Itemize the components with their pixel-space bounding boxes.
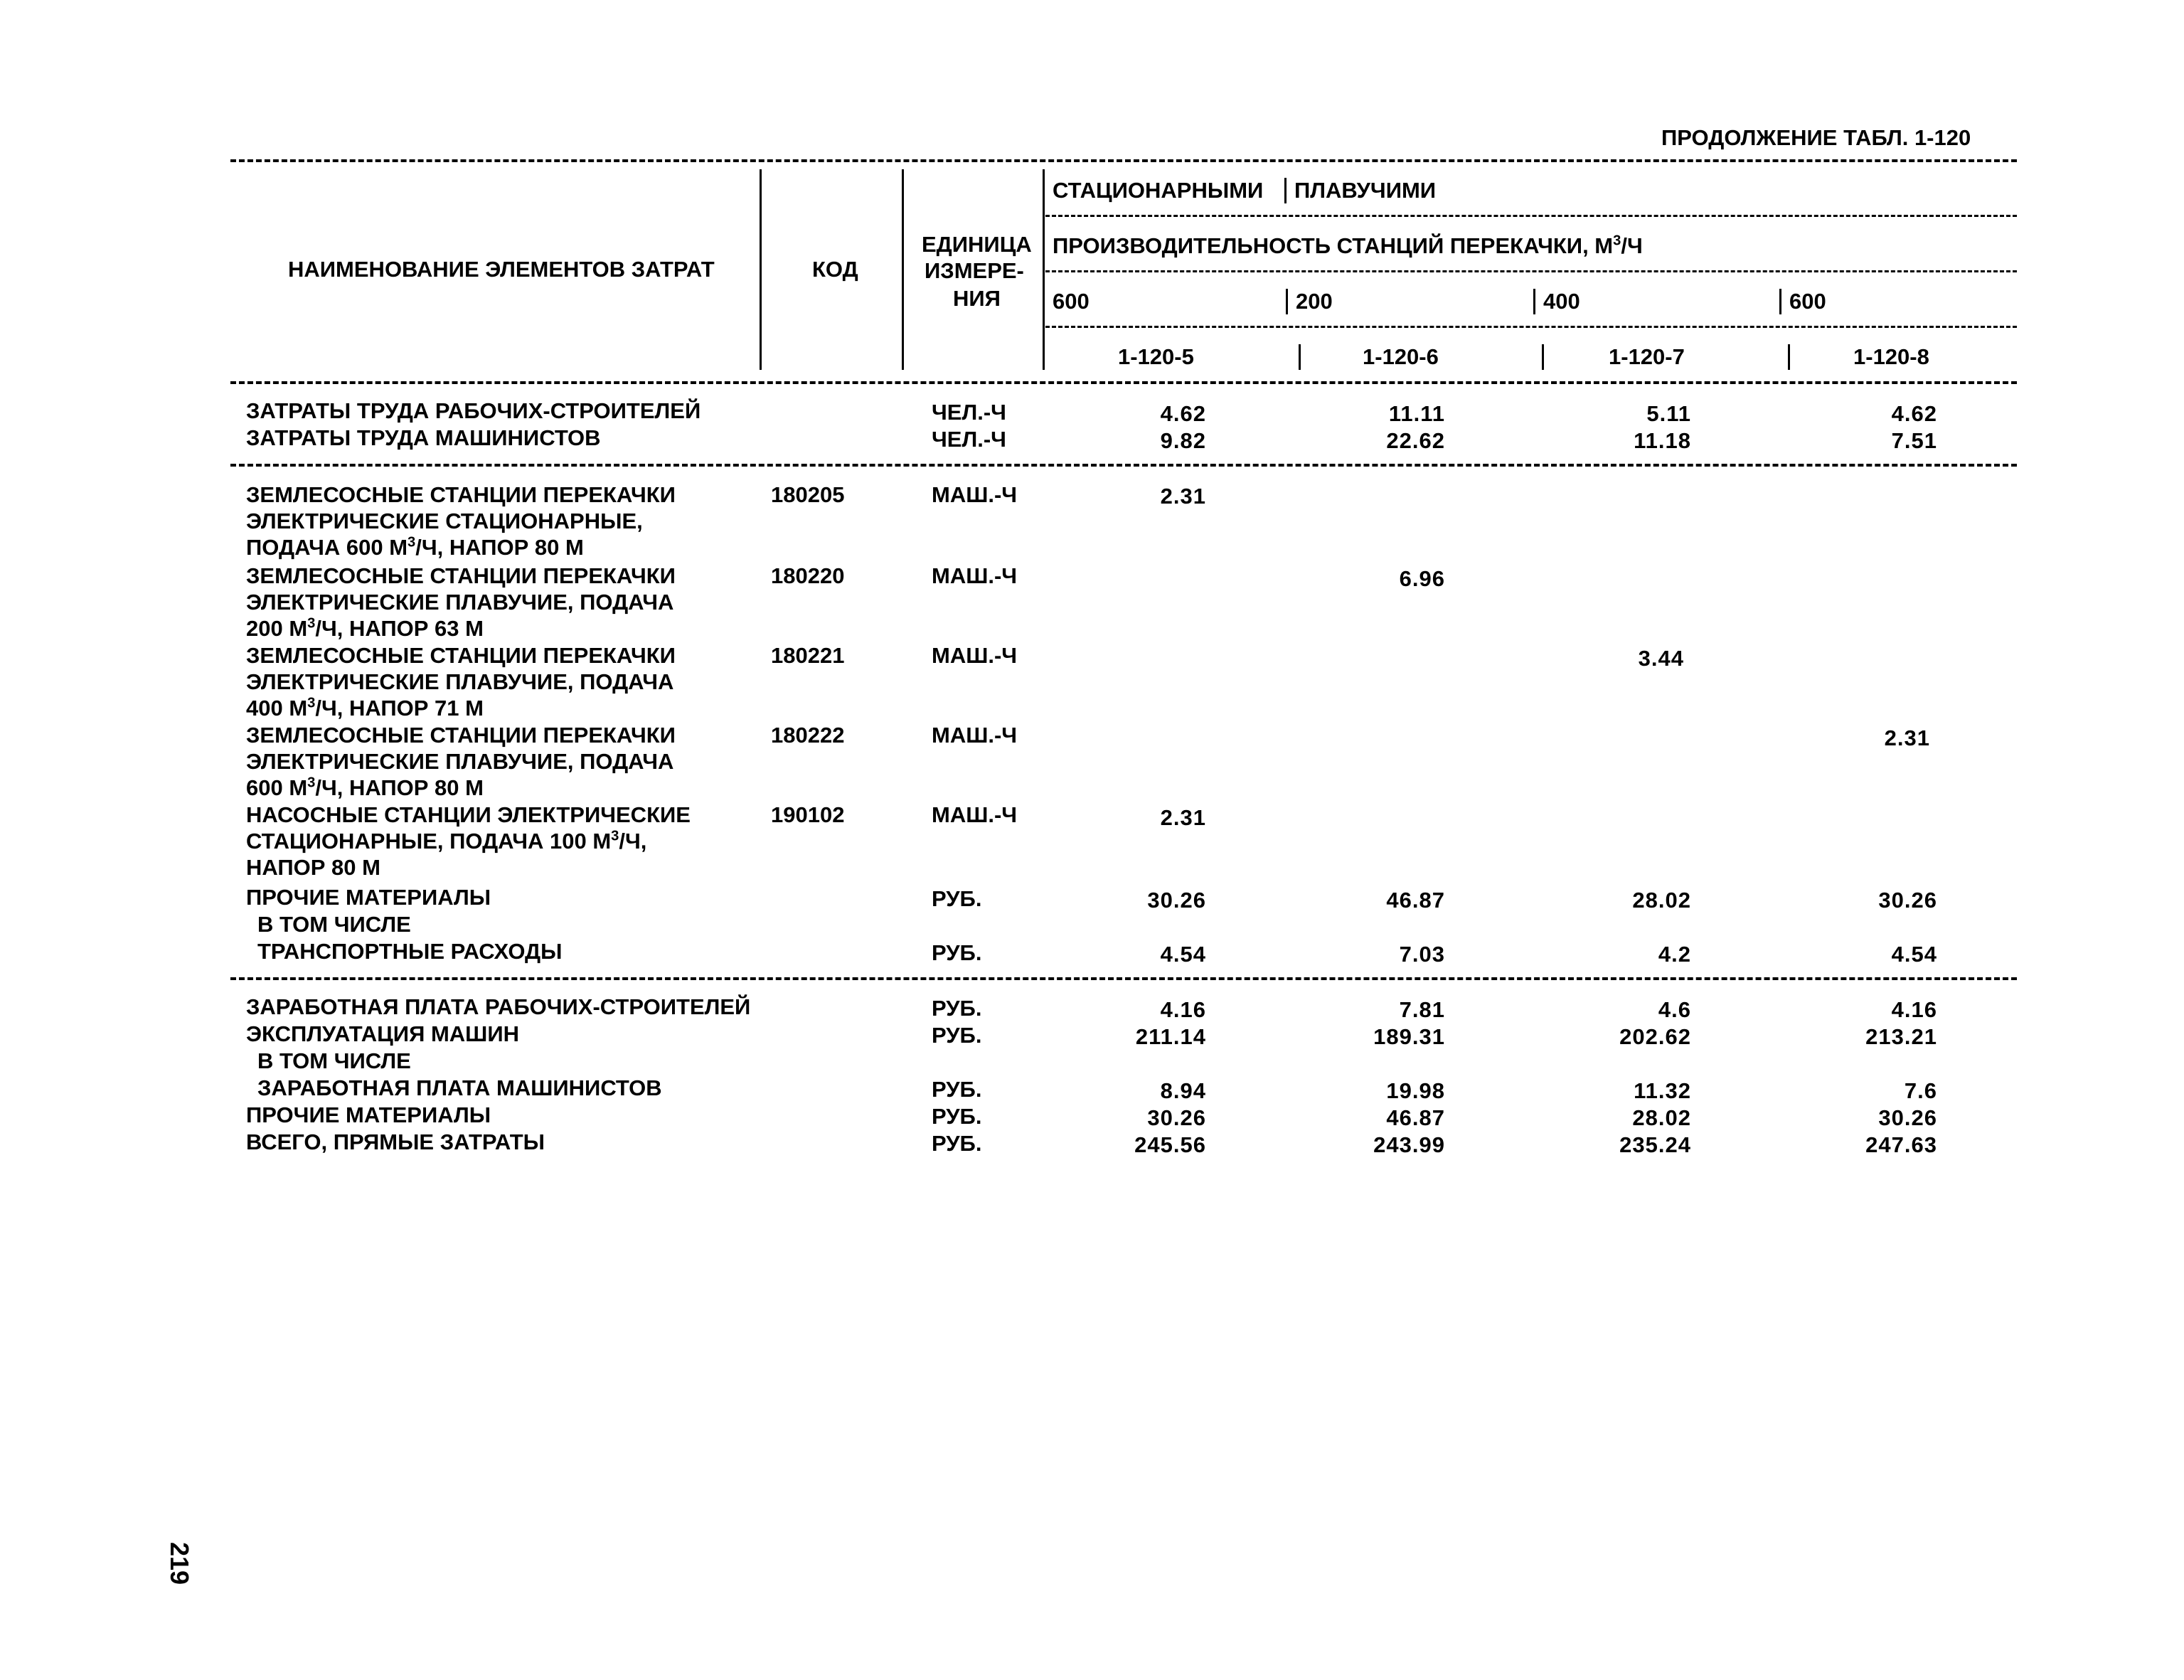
row-name: ЗАРАБОТНАЯ ПЛАТА РАБОЧИХ-СТРОИТЕЛЕЙ [246, 994, 751, 1019]
header-code-4: 1-120-8 [1853, 344, 1929, 369]
header-divider-unit [1043, 169, 1045, 370]
row-name: ЗАТРАТЫ ТРУДА МАШИНИСТОВ [246, 425, 601, 450]
header-rule-3 [1045, 326, 2017, 328]
row-unit: РУБ. [932, 996, 982, 1021]
row-value-3: 28.02 [1632, 1105, 1691, 1130]
header-code-3: 1-120-7 [1609, 344, 1685, 369]
row-unit: РУБ. [932, 940, 982, 965]
row-value-2: 7.81 [1399, 997, 1445, 1022]
machine-code: 180221 [771, 643, 845, 668]
page-number: 219 [165, 1541, 195, 1585]
row-value-2: 11.11 [1388, 401, 1445, 426]
row-unit: ЧЕЛ.-Ч [932, 427, 1006, 452]
header-code-divider-3 [1542, 344, 1544, 370]
machine-name-line2: ЭЛЕКТРИЧЕСКИЕ СТАЦИОНАРНЫЕ, [246, 509, 643, 533]
row-value-1: 4.16 [1160, 997, 1206, 1022]
header-code-divider-4 [1788, 344, 1790, 370]
machine-name-line1: ЗЕМЛЕСОСНЫЕ СТАНЦИИ ПЕРЕКАЧКИ [246, 482, 676, 507]
row-value-1: 245.56 [1134, 1132, 1206, 1157]
header-unit-line1: ЕДИНИЦА [922, 232, 1032, 257]
machine-name-line3: 400 $М^3/Ч$, НАПОР 71 М [246, 695, 484, 721]
row-value-2: 22.62 [1386, 428, 1445, 453]
machine-name-line2: ЭЛЕКТРИЧЕСКИЕ ПЛАВУЧИЕ, ПОДАЧА [246, 669, 674, 694]
header-capacity-divider-3 [1533, 289, 1535, 314]
machine-name-line3: 200 $М^3/Ч$, НАПОР 63 М [246, 615, 484, 641]
row-value-4: 4.16 [1891, 997, 1937, 1022]
header-bottom-rule [230, 381, 2017, 384]
row-name: ПРОЧИЕ МАТЕРИАЛЫ [246, 885, 491, 910]
header-code-2: 1-120-6 [1363, 344, 1439, 369]
row-value-3: 4.6 [1658, 997, 1691, 1022]
row-name: ПРОЧИЕ МАТЕРИАЛЫ [246, 1102, 491, 1127]
row-value-2: 243.99 [1373, 1132, 1445, 1157]
row-including-label: В ТОМ ЧИСЛЕ [257, 1048, 411, 1073]
header-top-rule [230, 159, 2017, 162]
header-unit-line2: ИЗМЕРЕ- [925, 258, 1024, 283]
row-name: ЭКСПЛУАТАЦИЯ МАШИН [246, 1021, 520, 1046]
machine-value-1: 2.31 [1160, 805, 1206, 830]
section1-rule [230, 464, 2017, 467]
machine-value-3: 3.44 [1638, 646, 1684, 671]
row-value-4: 4.62 [1891, 401, 1937, 426]
row-value-3: 28.02 [1632, 888, 1691, 913]
machine-name-line1: ЗЕМЛЕСОСНЫЕ СТАНЦИИ ПЕРЕКАЧКИ [246, 723, 676, 748]
machine-name-line1: ЗЕМЛЕСОСНЫЕ СТАНЦИИ ПЕРЕКАЧКИ [246, 643, 676, 668]
table-continuation-title: ПРОДОЛЖЕНИЕ ТАБЛ. 1-120 [1661, 125, 1971, 150]
header-name-column: НАИМЕНОВАНИЕ ЭЛЕМЕНТОВ ЗАТРАТ [288, 257, 715, 282]
header-capacity-divider-4 [1779, 289, 1781, 314]
row-value-4: 213.21 [1865, 1024, 1937, 1049]
machine-name-line2: СТАЦИОНАРНЫЕ, ПОДАЧА 100 $М^3/Ч$, [246, 828, 647, 854]
machine-code: 180222 [771, 723, 845, 748]
machine-name-line1: ЗЕМЛЕСОСНЫЕ СТАНЦИИ ПЕРЕКАЧКИ [246, 563, 676, 588]
row-value-4: 4.54 [1891, 942, 1937, 967]
header-code-column: КОД [812, 257, 858, 282]
row-value-1: 30.26 [1147, 1105, 1206, 1130]
header-unit-line3: НИЯ [953, 286, 1001, 311]
machine-value-2: 6.96 [1399, 566, 1445, 591]
header-capacity-4: 600 [1789, 289, 1826, 314]
header-rule-1 [1045, 215, 2017, 217]
row-unit: ЧЕЛ.-Ч [932, 400, 1006, 425]
row-unit: РУБ. [932, 1023, 982, 1048]
header-capacity-label: ПРОИЗВОДИТЕЛЬНОСТЬ СТАНЦИЙ ПЕРЕКАЧКИ, $М^3/Ч$ [1053, 233, 1643, 258]
row-value-2: 19.98 [1386, 1078, 1445, 1103]
machine-unit: МАШ.-Ч [932, 723, 1018, 748]
machine-name-line3: ПОДАЧА 600 $М^3/Ч$, НАПОР 80 М [246, 534, 584, 560]
row-unit: РУБ. [932, 1077, 982, 1102]
header-code-1: 1-120-5 [1118, 344, 1194, 369]
row-name: ЗАРАБОТНАЯ ПЛАТА МАШИНИСТОВ [257, 1075, 662, 1100]
section2-rule [230, 977, 2017, 980]
header-divider-name [760, 169, 762, 370]
row-value-4: 30.26 [1878, 1105, 1937, 1130]
row-value-4: 7.6 [1904, 1078, 1937, 1103]
row-value-3: 4.2 [1658, 942, 1691, 967]
row-name: ТРАНСПОРТНЫЕ РАСХОДЫ [257, 939, 563, 964]
header-divider-code [902, 169, 904, 370]
header-capacity-2: 200 [1296, 289, 1333, 314]
row-unit: РУБ. [932, 1104, 982, 1129]
row-value-1: 9.82 [1160, 428, 1206, 453]
machine-code: 180205 [771, 482, 845, 507]
machine-name-line3: 600 $М^3/Ч$, НАПОР 80 М [246, 775, 484, 800]
row-value-1: 4.62 [1160, 401, 1206, 426]
machine-name-line2: ЭЛЕКТРИЧЕСКИЕ ПЛАВУЧИЕ, ПОДАЧА [246, 749, 674, 774]
machine-code: 180220 [771, 563, 845, 588]
header-group-floating: ПЛАВУЧИМИ [1294, 178, 1437, 203]
machine-unit: МАШ.-Ч [932, 482, 1018, 507]
row-value-2: 46.87 [1386, 1105, 1445, 1130]
row-value-3: 202.62 [1619, 1024, 1691, 1049]
header-code-divider-2 [1299, 344, 1301, 370]
row-name: ЗАТРАТЫ ТРУДА РАБОЧИХ-СТРОИТЕЛЕЙ [246, 398, 701, 423]
machine-name-line3: НАПОР 80 М [246, 855, 380, 880]
header-group-divider [1284, 178, 1287, 203]
machine-value-4: 2.31 [1884, 725, 1930, 750]
row-value-2: 46.87 [1386, 888, 1445, 913]
row-value-1: 8.94 [1160, 1078, 1206, 1103]
row-value-4: 247.63 [1865, 1132, 1937, 1157]
header-rule-2 [1045, 270, 2017, 272]
row-unit: РУБ. [932, 886, 982, 911]
row-name-total: ВСЕГО, ПРЯМЫЕ ЗАТРАТЫ [246, 1129, 545, 1154]
header-capacity-1: 600 [1053, 289, 1090, 314]
machine-unit: МАШ.-Ч [932, 802, 1018, 827]
row-value-3: 235.24 [1619, 1132, 1691, 1157]
row-value-2: 7.03 [1399, 942, 1445, 967]
row-value-3: 5.11 [1646, 401, 1691, 426]
header-capacity-3: 400 [1543, 289, 1580, 314]
row-value-3: 11.32 [1634, 1078, 1691, 1103]
row-value-3: 11.18 [1634, 428, 1691, 453]
row-value-1: 4.54 [1160, 942, 1206, 967]
row-value-1: 30.26 [1147, 888, 1206, 913]
machine-name-line2: ЭЛЕКТРИЧЕСКИЕ ПЛАВУЧИЕ, ПОДАЧА [246, 590, 674, 615]
row-value-4: 7.51 [1891, 428, 1937, 453]
header-group-stationary: СТАЦИОНАРНЫМИ [1053, 178, 1264, 203]
header-capacity-divider-2 [1286, 289, 1288, 314]
machine-name-line1: НАСОСНЫЕ СТАНЦИИ ЭЛЕКТРИЧЕСКИЕ [246, 802, 691, 827]
machine-value-1: 2.31 [1160, 484, 1206, 509]
row-value-2: 189.31 [1373, 1024, 1445, 1049]
row-unit: РУБ. [932, 1131, 982, 1156]
machine-unit: МАШ.-Ч [932, 563, 1018, 588]
row-value-1: 211.14 [1135, 1024, 1206, 1049]
row-value-4: 30.26 [1878, 888, 1937, 913]
machine-code: 190102 [771, 802, 845, 827]
row-including-label: В ТОМ ЧИСЛЕ [257, 912, 411, 937]
machine-unit: МАШ.-Ч [932, 643, 1018, 668]
